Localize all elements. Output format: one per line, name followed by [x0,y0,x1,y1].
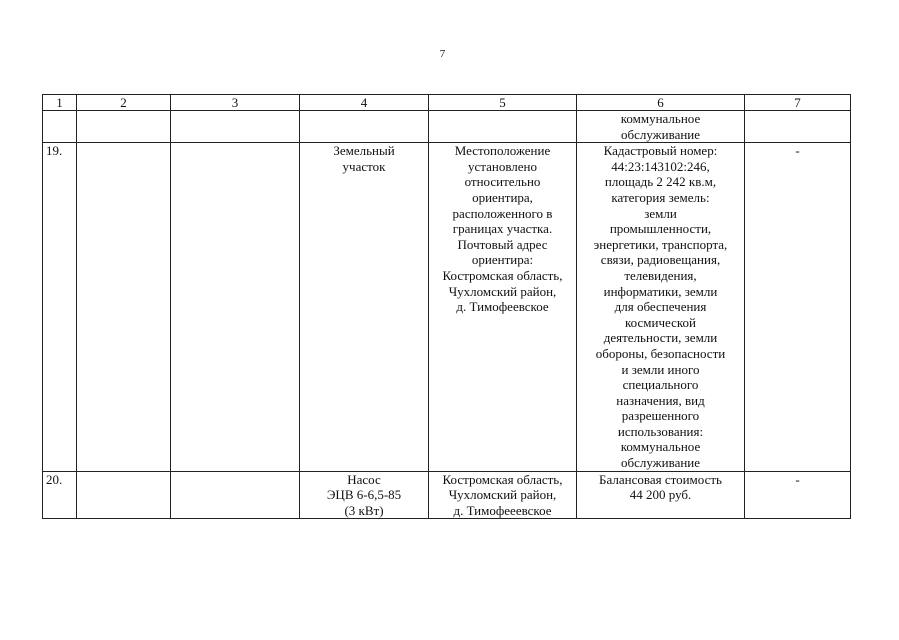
characteristics-cell: Кадастровый номер: 44:23:143102:246, площадь 2 242 кв.м, категория земель: земли промышленности, энергетики, транспорта, связи, радиовещания, телевидения, информатики, земли для обеспечения космической деятельности, земли обороны, безопасности и земли иного специального назначения, вид разрешенного использования: коммунальное обслуживание [577,143,745,471]
table-row [43,111,851,143]
table-header-row [43,95,851,111]
table-cell [171,143,300,471]
encumbrance-cell: - [745,143,851,471]
column-header: 1 [43,95,77,111]
column-header: 4 [300,95,429,111]
characteristics-cell: Балансовая стоимость 44 200 руб. [577,471,745,519]
location-cell: Местоположение установлено относительно ориентира, расположенного в границах участка. Почтовый адрес ориентира: Костромская область, Чухломский район, д. Тимофеевское [429,143,577,471]
column-header: 3 [171,95,300,111]
property-name-cell: Насос ЭЦВ 6-6,5-85 (3 кВт) [300,471,429,519]
column-header: 6 [577,95,745,111]
property-register-table [42,94,851,519]
table-cell [77,471,171,519]
table-cell [171,471,300,519]
table-cell [171,111,300,143]
location-cell [429,111,577,143]
column-header: 5 [429,95,577,111]
row-number: 20. [43,471,77,519]
table-cell [77,111,171,143]
property-name-cell [300,111,429,143]
property-name-cell: Земельный участок [300,143,429,471]
column-header: 2 [77,95,171,111]
location-cell: Костромская область, Чухломский район, д. Тимофееевское [429,471,577,519]
table-cell [77,143,171,471]
column-header: 7 [745,95,851,111]
encumbrance-cell: - [745,471,851,519]
page-number: 7 [439,48,446,60]
row-number: 19. [43,143,77,471]
row-number [43,111,77,143]
table-row [43,471,851,519]
table-cell [745,111,851,143]
table-row [43,143,851,471]
characteristics-cell: коммунальное обслуживание [577,111,745,143]
